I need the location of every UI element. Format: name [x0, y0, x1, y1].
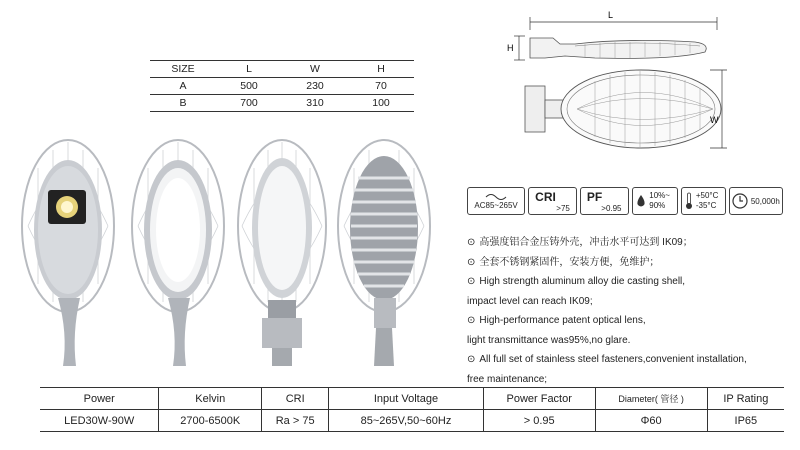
size-cell: 70 — [375, 80, 387, 92]
size-cell: 230 — [306, 80, 324, 92]
size-table-header — [150, 61, 414, 78]
humidity-label: 10%~ 90% — [649, 191, 670, 210]
lamp-photo-back — [334, 138, 434, 366]
size-cell: A — [179, 80, 187, 92]
size-header-h: H — [377, 63, 385, 75]
feature-item: ⊙ 全套不锈钢紧固件，安装方便，免维护； — [467, 256, 660, 268]
pf-icon — [580, 187, 629, 215]
spec-header-voltage: Input Voltage — [329, 388, 484, 410]
size-cell: 310 — [306, 97, 324, 109]
lifetime-label: 50,000h — [750, 196, 780, 206]
spec-cell: IP65 — [707, 410, 784, 432]
size-table — [150, 60, 414, 112]
clock-icon — [729, 187, 783, 215]
spec-table — [40, 387, 784, 432]
spec-header-power-factor: Power Factor — [483, 388, 595, 410]
feature-list — [467, 233, 787, 389]
pf-title: PF — [586, 189, 603, 204]
cri-label: >75 — [556, 203, 570, 213]
spec-header-diameter: Diameter( 管径 ) — [595, 388, 707, 410]
feature-item: ⊙ High strength aluminum alloy die casting shell, — [467, 276, 686, 287]
spec-header-cri: CRI — [262, 388, 329, 410]
cri-title: CRI — [535, 189, 556, 204]
cri-icon — [528, 187, 577, 215]
lamp-photo-front-led — [18, 138, 118, 366]
spec-header-ip-rating: IP Rating — [707, 388, 784, 410]
spec-header-power: Power — [83, 392, 115, 405]
size-cell: 700 — [240, 97, 258, 109]
label-w: W — [710, 115, 719, 125]
feature-item: ⊙ 高强度铝合金压铸外壳，冲击水平可达到 IK09； — [467, 237, 693, 248]
lamp-photo-front-lens — [128, 138, 228, 366]
size-row-b — [150, 95, 414, 112]
feature-item: ⊙ All full set of stainless steel fasteners,convenient installation, — [467, 354, 747, 365]
spec-table-row — [40, 410, 784, 432]
size-cell: 500 — [240, 80, 258, 92]
feature-item-continued: impact level can reach IK09; — [467, 295, 593, 307]
voltage-icon — [467, 187, 525, 215]
voltage-label: AC85~265V — [474, 200, 518, 210]
feature-item-continued: light transmittance was95%,no glare. — [467, 334, 631, 346]
spec-icon-row — [467, 187, 783, 215]
spec-cell: LED30W-90W — [64, 414, 135, 427]
spec-header-kelvin: Kelvin — [159, 388, 262, 410]
feature-item-continued: free maintenance; — [467, 373, 548, 385]
spec-table-header — [40, 388, 784, 410]
dimension-drawing — [505, 8, 735, 168]
lamp-photo-side — [232, 138, 332, 366]
humidity-icon — [632, 187, 679, 215]
size-cell: 100 — [372, 97, 390, 109]
size-header-l: L — [246, 63, 252, 75]
size-header-size: SIZE — [171, 63, 195, 75]
pf-label: >0.95 — [601, 203, 622, 213]
size-header-w: W — [310, 63, 320, 75]
label-l: L — [608, 10, 614, 20]
spec-cell: 85~265V,50~60Hz — [329, 410, 484, 432]
spec-cell: Φ60 — [595, 410, 707, 432]
spec-cell: 2700-6500K — [159, 410, 262, 432]
label-h: H — [507, 43, 514, 53]
temperature-icon — [681, 187, 726, 215]
spec-cell: Ra > 75 — [262, 410, 329, 432]
spec-cell: > 0.95 — [483, 410, 595, 432]
feature-item: ⊙ High-performance patent optical lens, — [467, 315, 646, 326]
temperature-label: +50°C -35°C — [695, 191, 719, 210]
size-cell: B — [179, 97, 187, 109]
size-row-a — [150, 78, 414, 95]
